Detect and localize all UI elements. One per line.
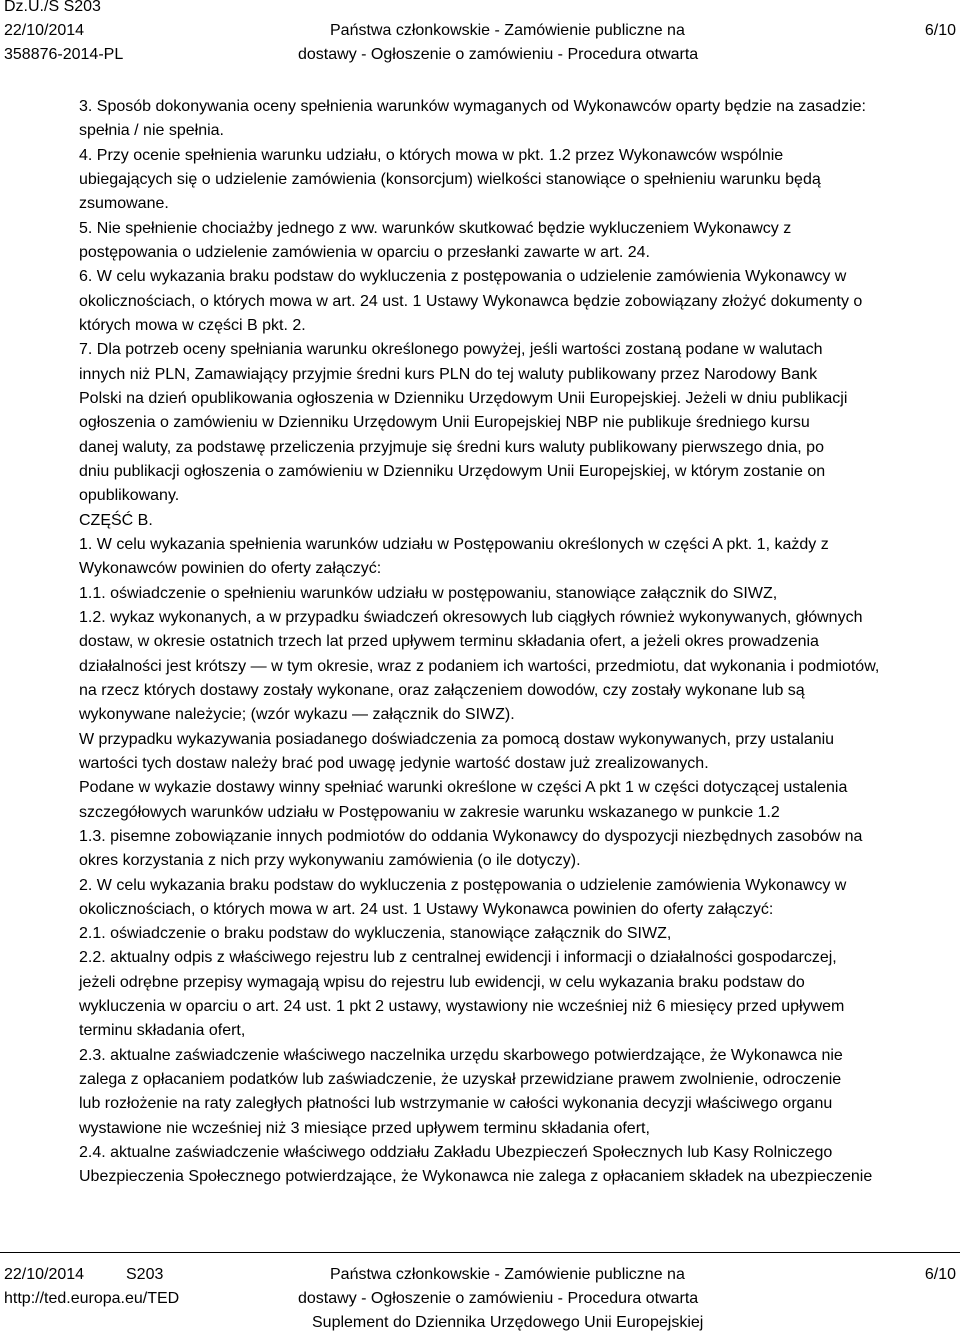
body-text-line: lub rozłożenie na raty zaległych płatności lub wstrzymanie w całości wykonania decyzji właściwego organu (79, 1095, 833, 1113)
body-text-line: wartości tych dostaw należy brać pod uwagę jedynie wartość dostaw już zrealizowanych. (79, 754, 709, 772)
header-page-number: 6/10 (924, 22, 956, 39)
body-text-line: 4. Przy ocenie spełnienia warunku udziału, o których mowa w pkt. 1.2 przez Wykonawców wspólnie (79, 146, 784, 164)
body-text-line: 1.2. wykaz wykonanych, a w przypadku świadczeń okresowych lub ciągłych również wykonywanych, głównych (79, 608, 863, 626)
body-text-line: dniu publikacji ogłoszenia o zamówieniu w Dzienniku Urzędowym Unii Europejskiej, w którym zostanie on (79, 462, 826, 480)
body-text-line: zsumowane. (79, 195, 169, 213)
body-text-line: Polski na dzień opublikowania ogłoszenia w Dzienniku Urzędowym Unii Europejskiej. Jeżeli w dniu publikacji (79, 389, 848, 407)
body-text-line: wykluczenia w oparciu o art. 24 ust. 1 pkt 2 ustawy, wystawiony nie wcześniej niż 6 miesięcy przed upływem (79, 998, 845, 1016)
body-text-line: 2.1. oświadczenie o braku podstaw do wykluczenia, stanowiące załącznik do SIWZ, (79, 925, 672, 943)
body-text-line: terminu składania ofert, (79, 1022, 246, 1040)
body-text-line: 6. W celu wykazania braku podstaw do wykluczenia z postępowania o udzielenie zamówienia Wykonawcy w (79, 268, 847, 286)
body-text-line: spełnia / nie spełnia. (79, 122, 224, 140)
header-title-line1: Państwa członkowskie - Zamówienie publiczne na (330, 22, 685, 39)
body-text-line: Wykonawców powinien do oferty załączyć: (79, 560, 382, 578)
body-text-line: danej waluty, za podstawę przeliczenia przyjmuje się średni kurs waluty publikowany pierwszego dnia, po (79, 438, 824, 456)
body-text-line: postępowania o udzielenie zamówienia w oparciu o przesłanki zawarte w art. 24. (79, 243, 650, 261)
body-text-line: CZĘŚĆ B. (79, 511, 153, 529)
body-text-line: 2.2. aktualny odpis z właściwego rejestru lub z centralnej ewidencji i informacji o działalności gospodarczej, (79, 949, 837, 967)
document-body (79, 95, 954, 1190)
body-text-line: wystawione nie wcześniej niż 3 miesiące przed upływem terminu składania ofert, (79, 1119, 650, 1137)
footer-supplement: Suplement do Dziennika Urzędowego Unii Europejskiej (312, 1314, 704, 1331)
body-text-line: na rzecz których dostawy zostały wykonane, oraz załączeniem dowodów, czy zostały wykonane lub są (79, 681, 805, 699)
body-text-line: Ubezpieczenia Społecznego potwierdzające, że Wykonawca nie zalega z opłacaniem składek na ubezpieczenie (79, 1168, 873, 1186)
header-ref: Dz.U./S S203 (4, 0, 101, 15)
footer-title-line2: dostawy - Ogłoszenie o zamówieniu - Procedura otwarta (298, 1290, 699, 1307)
body-text-line: W przypadku wykazywania posiadanego doświadczenia za pomocą dostaw wykonywanych, przy ustalaniu (79, 730, 835, 748)
body-text-line: okolicznościach, o których mowa w art. 24 ust. 1 Ustawy Wykonawca będzie zobowiązany złożyć dokumenty o (79, 292, 863, 310)
body-text-line: 2.4. aktualne zaświadczenie właściwego oddziału Zakładu Ubezpieczeń Społecznych lub Kasy Rolniczego (79, 1144, 833, 1162)
footer-date: 22/10/2014 (4, 1266, 85, 1283)
body-text-line: ubiegających się o udzielenie zamówienia (konsorcjum) wielkości stanowiące o spełnieniu warunku będą (79, 170, 821, 188)
header-title-line2: dostawy - Ogłoszenie o zamówieniu - Procedura otwarta (298, 46, 699, 63)
body-text-line: których mowa w części B pkt. 2. (79, 316, 306, 334)
body-text-line: szczegółowych warunków udziału w Postępowaniu w zakresie warunku wskazanego w punkcie 1.2 (79, 803, 780, 821)
body-text-line: działalności jest krótszy — w tym okresie, wraz z podaniem ich wartości, przedmiotu, dat wykonania i podmiotów, (79, 657, 880, 675)
body-text-line: jeżeli odrębne przepisy wymagają wpisu do rejestru lub ewidencji, w celu wykazania braku podstaw do (79, 973, 805, 991)
body-text-line: 3. Sposób dokonywania oceny spełnienia warunków wymaganych od Wykonawców oparty będzie na zasadzie: (79, 98, 866, 115)
body-text-line: opublikowany. (79, 487, 180, 505)
body-text-line: innych niż PLN, Zamawiający przyjmie średni kurs PLN do tej waluty publikowany przez Narodowy Bank (79, 365, 818, 383)
body-text-line: 2.3. aktualne zaświadczenie właściwego naczelnika urzędu skarbowego potwierdzające, że Wykonawca nie (79, 1046, 843, 1064)
body-text-line: 1.3. pisemne zobowiązanie innych podmiotów do oddania Wykonawcy do dyspozycji niezbędnych zasobów na (79, 827, 863, 845)
footer-series: S203 (126, 1266, 164, 1283)
body-text-line: okolicznościach, o których mowa w art. 24 ust. 1 Ustawy Wykonawca powinien do oferty załączyć: (79, 900, 774, 918)
header-date: 22/10/2014 (4, 22, 85, 39)
footer-page-number: 6/10 (924, 1266, 956, 1283)
footer-title-line1: Państwa członkowskie - Zamówienie publiczne na (330, 1266, 685, 1283)
body-text-line: zalega z opłacaniem podatków lub zaświadczenie, że uzyskał przewidziane prawem zwolnienie, odroczenie (79, 1071, 842, 1089)
footer-divider (0, 1252, 960, 1253)
body-text-line: ogłoszenia o zamówieniu w Dzienniku Urzędowym Unii Europejskiej NBP nie publikuje średniego kursu (79, 414, 810, 432)
header-notice-number: 358876-2014-PL (4, 46, 124, 63)
body-text-line: 1.1. oświadczenie o spełnieniu warunków udziału w postępowaniu, stanowiące załącznik do SIWZ, (79, 584, 778, 602)
body-text-line: okres korzystania z nich przy wykonywaniu zamówienia (o ile dotyczy). (79, 852, 581, 870)
footer-url-link[interactable]: http://ted.europa.eu/TED (4, 1290, 180, 1307)
body-text-line: dostaw, w okresie ostatnich trzech lat przed upływem terminu składania ofert, a jeżeli okres prowadzenia (79, 633, 819, 651)
body-text-line: wykonywane należycie; (wzór wykazu — załącznik do SIWZ). (79, 706, 515, 724)
body-text-line: 5. Nie spełnienie chociażby jednego z ww. warunków skutkować będzie wykluczeniem Wykonawcy z (79, 219, 792, 237)
body-text-line: 7. Dla potrzeb oceny spełniania warunku określonego powyżej, jeśli wartości zostaną podane w walutach (79, 341, 823, 359)
body-text-line: 1. W celu wykazania spełnienia warunków udziału w Postępowaniu określonych w części A pkt. 1, każdy z (79, 535, 829, 553)
body-text-line: 2. W celu wykazania braku podstaw do wykluczenia z postępowania o udzielenie zamówienia Wykonawcy w (79, 876, 847, 894)
body-text-line: Podane w wykazie dostawy winny spełniać warunki określone w części A pkt 1 w części dotyczącej ustalenia (79, 779, 848, 797)
